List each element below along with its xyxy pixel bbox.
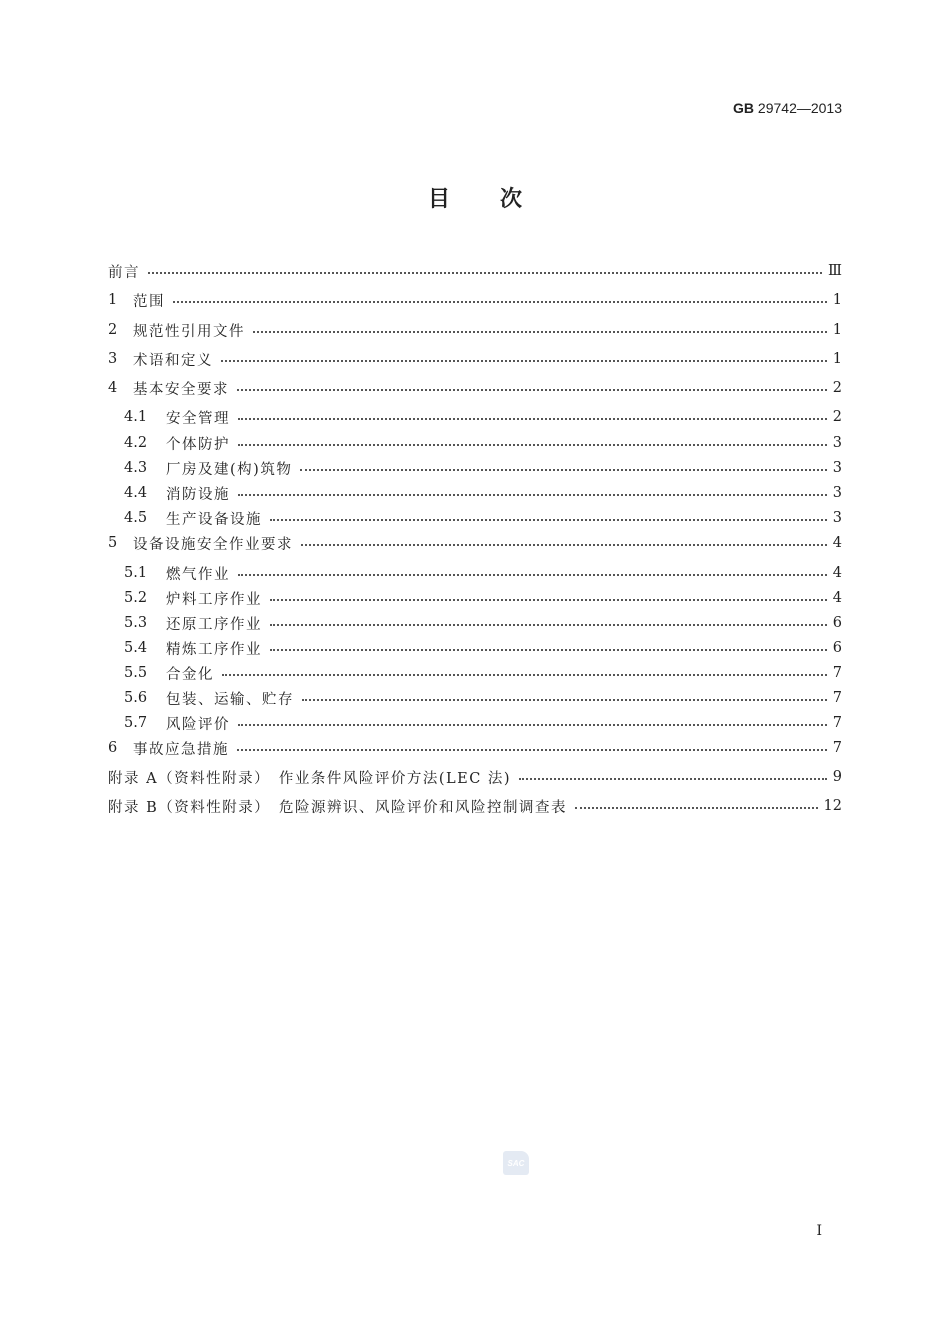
dot-leader — [270, 519, 827, 521]
toc-entry[interactable] — [124, 458, 842, 478]
toc-entry-page: 7 — [832, 740, 842, 756]
toc-entry-number: 2 — [108, 322, 118, 338]
toc-entry-number: 4.2 — [124, 435, 148, 451]
toc-entry-page: 1 — [832, 351, 842, 367]
dot-leader — [148, 272, 822, 274]
toc-entry-page: 3 — [832, 485, 842, 501]
toc-entry-title: 安全管理 — [166, 410, 230, 427]
toc-entry[interactable] — [124, 483, 842, 503]
toc-entry-title: 包装、运输、贮存 — [166, 691, 294, 708]
toc-entry-page: 7 — [832, 715, 842, 731]
dot-leader — [270, 599, 827, 601]
dot-leader — [301, 544, 827, 546]
toc-entry-number: 5.4 — [124, 640, 148, 656]
toc-entry-page: 4 — [832, 535, 842, 551]
toc-entry-page: 7 — [832, 690, 842, 706]
toc-entry-number: 4.1 — [124, 409, 148, 425]
toc-entry[interactable] — [108, 796, 842, 816]
toc-entry-number: 3 — [108, 351, 118, 367]
toc-entry-page: 1 — [832, 292, 842, 308]
toc-entry-title: 合金化 — [166, 666, 214, 683]
toc-entry-page: 2 — [832, 409, 842, 425]
toc-entry-page: 6 — [832, 640, 842, 656]
toc-entry-number: 5.3 — [124, 615, 148, 631]
toc-entry-page: 3 — [832, 435, 842, 451]
toc-entry-page: 4 — [832, 590, 842, 606]
dot-leader — [238, 418, 827, 420]
toc-entry-page: 3 — [832, 460, 842, 476]
toc-entry-title: 前言 — [108, 264, 140, 281]
toc-entry-title: 生产设备设施 — [166, 511, 262, 528]
toc-entry-title: 精炼工序作业 — [166, 641, 262, 658]
toc-entry-title: 设备设施安全作业要求 — [133, 536, 293, 553]
toc-entry-number: 5 — [108, 535, 118, 551]
toc-entry-page: 9 — [832, 769, 842, 785]
toc-entry-number: 5.2 — [124, 590, 148, 606]
toc-entry-number: 5.7 — [124, 715, 148, 731]
toc-entry-page: 7 — [832, 665, 842, 681]
sac-logo-watermark: SAC — [503, 1151, 529, 1175]
toc-entry-number: 4.3 — [124, 460, 148, 476]
toc-entry[interactable] — [124, 688, 842, 708]
dot-leader — [519, 778, 827, 780]
toc-entry[interactable] — [124, 563, 842, 583]
toc-entry[interactable] — [124, 613, 842, 633]
dot-leader — [173, 301, 827, 303]
toc-entry-title: 风险评价 — [166, 716, 230, 733]
toc-entry-page: 12 — [823, 798, 842, 814]
page-title: 目次 — [427, 186, 572, 212]
toc-entry[interactable] — [108, 290, 842, 310]
toc-entry[interactable] — [124, 663, 842, 683]
dot-leader — [238, 444, 827, 446]
toc-entry-title: 范围 — [133, 293, 165, 310]
toc-entry-number: 6 — [108, 740, 118, 756]
toc-entry-number: 4 — [108, 380, 118, 396]
toc-entry-title: 术语和定义 — [133, 352, 213, 369]
toc-entry-page: 6 — [832, 615, 842, 631]
toc-entry-title: 厂房及建(构)筑物 — [166, 461, 293, 478]
toc-entry-title: 消防设施 — [166, 486, 230, 503]
toc-entry-title: 附录 A（资料性附录） 作业条件风险评价方法(LEC 法) — [108, 770, 512, 787]
dot-leader — [253, 331, 827, 333]
dot-leader — [237, 389, 827, 391]
standard-number: 29742—2013 — [757, 100, 842, 116]
toc-entry-page: Ⅲ — [828, 263, 842, 279]
toc-entry-title: 燃气作业 — [166, 566, 230, 583]
toc-entry-title: 事故应急措施 — [133, 741, 229, 758]
toc-entry-title: 还原工序作业 — [166, 616, 262, 633]
dot-leader — [238, 574, 827, 576]
toc-entry[interactable] — [108, 738, 842, 758]
page-number: I — [816, 1223, 822, 1239]
toc-entry[interactable] — [108, 767, 842, 787]
toc-entry-page: 2 — [832, 380, 842, 396]
dot-leader — [237, 749, 827, 751]
toc-entry-number: 5.5 — [124, 665, 148, 681]
toc-entry[interactable] — [124, 407, 842, 427]
toc-entry-title: 附录 B（资料性附录） 危险源辨识、风险评价和风险控制调查表 — [108, 799, 568, 816]
toc-entry[interactable] — [108, 533, 842, 553]
toc-entry-page: 4 — [832, 565, 842, 581]
dot-leader — [302, 699, 827, 701]
toc-entry-number: 1 — [108, 292, 118, 308]
toc-entry[interactable] — [108, 320, 842, 340]
dot-leader — [300, 469, 826, 471]
toc-entry-number: 5.6 — [124, 690, 148, 706]
toc-entry[interactable] — [124, 638, 842, 658]
dot-leader — [221, 360, 827, 362]
toc-entry[interactable] — [124, 508, 842, 528]
toc-entry[interactable] — [108, 349, 842, 369]
toc-entry-number: 4.4 — [124, 485, 148, 501]
dot-leader — [575, 807, 818, 809]
toc-entry-page: 1 — [832, 322, 842, 338]
toc-entry-title: 炉料工序作业 — [166, 591, 262, 608]
dot-leader — [222, 674, 827, 676]
dot-leader — [270, 649, 827, 651]
standard-code — [733, 100, 842, 116]
dot-leader — [270, 624, 827, 626]
dot-leader — [238, 724, 827, 726]
toc-entry-title: 基本安全要求 — [133, 381, 229, 398]
toc-entry-number: 5.1 — [124, 565, 148, 581]
standard-prefix: GB — [733, 100, 755, 116]
toc-entry[interactable] — [108, 261, 842, 281]
toc-entry[interactable] — [124, 433, 842, 453]
toc-entry-number: 4.5 — [124, 510, 148, 526]
dot-leader — [238, 494, 827, 496]
toc-entry[interactable] — [124, 588, 842, 608]
toc-entry[interactable] — [108, 378, 842, 398]
toc-entry-title: 个体防护 — [166, 436, 230, 453]
toc-entry-title: 规范性引用文件 — [133, 323, 245, 340]
toc-entry-page: 3 — [832, 510, 842, 526]
toc-entry[interactable] — [124, 713, 842, 733]
